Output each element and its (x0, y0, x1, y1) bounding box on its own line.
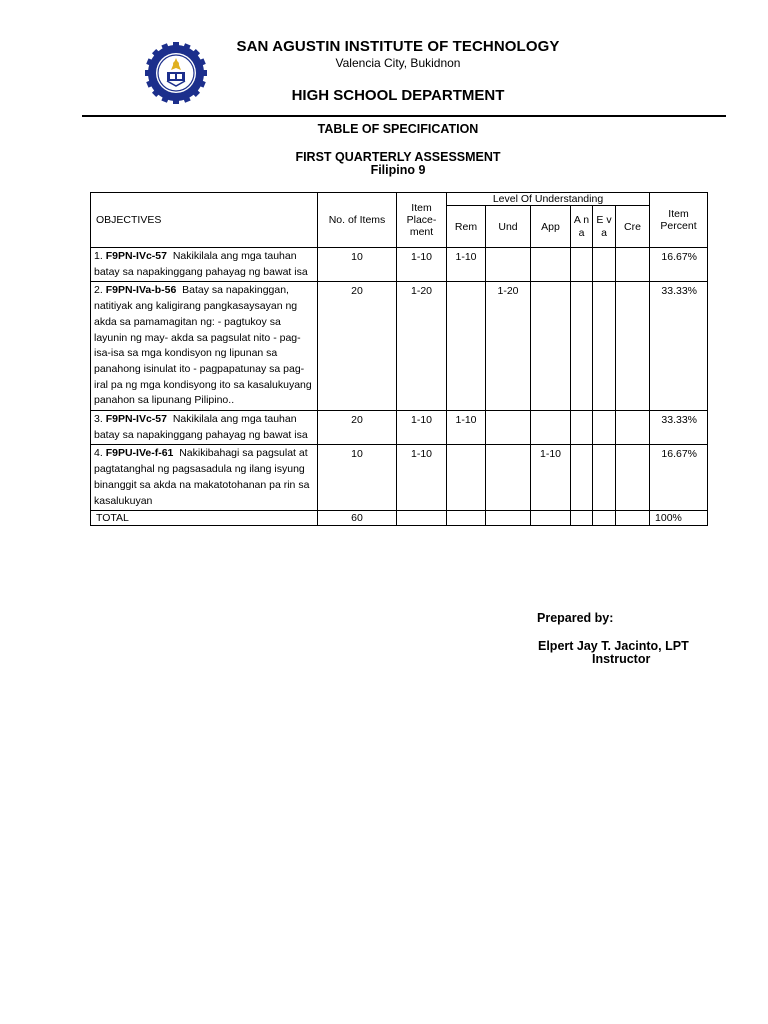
header-item-percent: Item Percent (650, 193, 708, 248)
ana-cell (571, 445, 593, 511)
table-row (91, 282, 708, 411)
specification-table (90, 192, 708, 526)
und-cell: 1-20 (486, 282, 531, 411)
rem-cell: 1-10 (447, 411, 486, 445)
eva-cell (593, 445, 616, 511)
cre-cell (616, 248, 650, 282)
empty-cell (593, 511, 616, 526)
total-percent: 100% (650, 511, 708, 526)
ana-cell (571, 282, 593, 411)
institution-name: SAN AGUSTIN INSTITUTE OF TECHNOLOGY (236, 38, 560, 55)
cre-cell (616, 411, 650, 445)
ana-cell (571, 411, 593, 445)
percent-cell: 33.33% (650, 411, 708, 445)
app-cell (531, 282, 571, 411)
cre-cell (616, 282, 650, 411)
table-row (91, 411, 708, 445)
app-cell (531, 411, 571, 445)
app-cell: 1-10 (531, 445, 571, 511)
header-cre: Cre (616, 206, 650, 248)
header-level-of-understanding: Level Of Understanding (447, 193, 650, 206)
und-cell (486, 445, 531, 511)
empty-cell (616, 511, 650, 526)
objective-cell: 1. F9PN-IVc-57 Nakikilala ang mga tauhan batay sa napakinggang pahayag ng bawat isa (91, 248, 318, 282)
empty-cell (486, 511, 531, 526)
empty-cell (397, 511, 447, 526)
table-row (91, 248, 708, 282)
cre-cell (616, 445, 650, 511)
percent-cell: 16.67% (650, 445, 708, 511)
preparer-title: Instructor (592, 652, 651, 666)
placement-cell: 1-10 (397, 411, 447, 445)
und-cell (486, 411, 531, 445)
placement-cell: 1-20 (397, 282, 447, 411)
objective-cell: 2. F9PN-IVa-b-56 Batay sa napakinggan, natitiyak ang kaligirang pangkasaysayan ng akda sa pamamagitan ng: - pagtukoy sa layunin ng may- akda sa pagsulat nito - pag-isa-isa sa mga kondisyon ng lipunan sa panahong isinulat ito - pagpapatunay sa pag-iral pa ng mga kondisyong ito sa kasalukuyang panahon sa lipunang Pilipino.. (91, 282, 318, 411)
table-row (91, 445, 708, 511)
preparer-name: Elpert Jay T. Jacinto, LPT (538, 639, 689, 653)
prepared-by-label: Prepared by: (537, 611, 614, 625)
document-title: TABLE OF SPECIFICATION (317, 122, 479, 136)
header-app: App (531, 206, 571, 248)
header-objectives: OBJECTIVES (91, 193, 318, 248)
objective-cell: 3. F9PN-IVc-57 Nakikilala ang mga tauhan batay sa napakinggang pahayag ng bawat isa (91, 411, 318, 445)
header-rem: Rem (447, 206, 486, 248)
ana-cell (571, 248, 593, 282)
subject-title: Filipino 9 (370, 163, 426, 177)
rem-cell (447, 445, 486, 511)
items-cell: 10 (318, 445, 397, 511)
items-cell: 20 (318, 411, 397, 445)
eva-cell (593, 248, 616, 282)
department-name: HIGH SCHOOL DEPARTMENT (291, 87, 505, 104)
header-eva: E v a (593, 206, 616, 248)
und-cell (486, 248, 531, 282)
institution-location: Valencia City, Bukidnon (335, 56, 461, 70)
placement-cell: 1-10 (397, 248, 447, 282)
empty-cell (571, 511, 593, 526)
header-ana: A n a (571, 206, 593, 248)
app-cell (531, 248, 571, 282)
header-divider (82, 115, 726, 117)
percent-cell: 33.33% (650, 282, 708, 411)
placement-cell: 1-10 (397, 445, 447, 511)
total-row (91, 511, 708, 526)
eva-cell (593, 411, 616, 445)
header-item-placement: Item Place-ment (397, 193, 447, 248)
total-label: TOTAL (91, 511, 318, 526)
rem-cell (447, 282, 486, 411)
items-cell: 20 (318, 282, 397, 411)
objective-cell: 4. F9PU-IVe-f-61 Nakikibahagi sa pagsulat at pagtatanghal ng pagsasadula ng ilang isyung binanggit sa akda na makatotohanan pa rin sa kasalukuyan (91, 445, 318, 511)
header-und: Und (486, 206, 531, 248)
eva-cell (593, 282, 616, 411)
items-cell: 10 (318, 248, 397, 282)
total-items: 60 (318, 511, 397, 526)
rem-cell: 1-10 (447, 248, 486, 282)
percent-cell: 16.67% (650, 248, 708, 282)
assessment-title: FIRST QUARTERLY ASSESSMENT (295, 150, 501, 164)
empty-cell (531, 511, 571, 526)
empty-cell (447, 511, 486, 526)
header-no-of-items: No. of Items (318, 193, 397, 248)
